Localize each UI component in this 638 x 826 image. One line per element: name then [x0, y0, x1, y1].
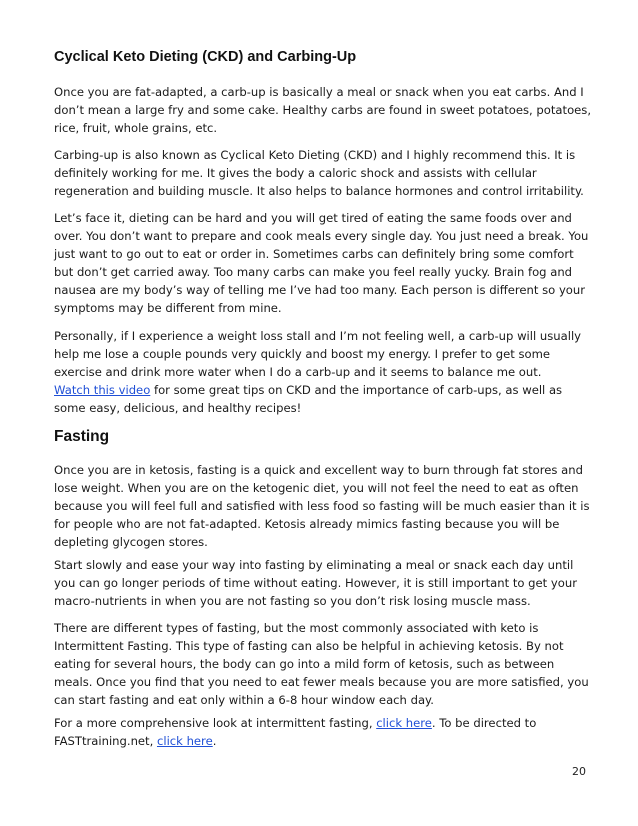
- section-heading-ckd: Cyclical Keto Dieting (CKD) and Carbing-Up: [54, 49, 357, 65]
- fasting-p4-text-1: For a more comprehensive look at intermittent fasting,: [54, 716, 377, 730]
- ckd-paragraph-3: Let’s face it, dieting can be hard and you will get tired of eating the same foods over and over. You don’t want to prepare and cook meals every single day. You just need a break. You just want to go out to eat or order in. Sometimes carbs can definitely bring some comfort but don’t get carried away. Too many carbs can make you feel really yucky. Brain fog and nausea are my body’s way of telling me I’ve had too many. Each person is different so your symptoms may be different from mine.: [54, 211, 589, 315]
- ckd-paragraph-1: Once you are fat-adapted, a carb-up is basically a meal or snack when you eat carbs. And I don’t mean a large fry and some cake. Healthy carbs are found in sweet potatoes, potatoes, rice, fruit, whole grains, etc.: [54, 85, 592, 135]
- ckd-paragraph-5: [54, 381, 592, 417]
- fasting-paragraph-3: There are different types of fasting, but the most commonly associated with keto is Intermittent Fasting. This type of fasting can also be helpful in achieving ketosis. By not eating for several hours, the body can go into a mild form of ketosis, such as between meals. Once you find that you need to eat fewer meals because you are more satisfied, you can start fasting and eat only within a 6-8 hour window each day.: [54, 621, 589, 707]
- watch-video-link[interactable]: Watch this video: [54, 383, 151, 397]
- ckd-paragraph-2: Carbing-up is also known as Cyclical Keto Dieting (CKD) and I highly recommend this. It is definitely working for me. It gives the body a caloric shock and assists with cellular regeneration and building muscle. It also helps to balance hormones and control irritability.: [54, 148, 584, 198]
- fasting-paragraph-2: Start slowly and ease your way into fasting by eliminating a meal or snack each day until you can go longer periods of time without eating. However, it is still important to get your macro-nutrients in when you are not fasting so you don’t risk losing muscle mass.: [54, 558, 577, 608]
- fasting-paragraph-1: Once you are in ketosis, fasting is a quick and excellent way to burn through fat stores and lose weight. When you are on the ketogenic diet, you will not feel the need to eat as often because you will feel full and satisfied with less food so fasting will be much easier than it is for people who are not fat-adapted. Ketosis already mimics fasting because you will be depleting glycogen stores.: [54, 463, 590, 549]
- fasting-p4-text-3: .: [212, 734, 217, 748]
- fasting-paragraph-4: [54, 714, 592, 750]
- ckd-paragraph-5-text: for some great tips on CKD and the importance of carb-ups, as well as some easy, delicious, and healthy recipes!: [54, 383, 563, 415]
- page-number: 20: [572, 765, 586, 778]
- intermittent-fasting-link[interactable]: click here: [376, 716, 432, 730]
- ckd-paragraph-4: Personally, if I experience a weight loss stall and I’m not feeling well, a carb-up will usually help me lose a couple pounds very quickly and boost my energy. I prefer to get some exercise and drink more water when I do a carb-up and it seems to balance me out.: [54, 329, 582, 379]
- section-heading-fasting: Fasting: [54, 428, 110, 445]
- fasttraining-link[interactable]: click here: [156, 734, 213, 748]
- fasting-p4-text-2: . To be directed to FASTtraining.net,: [54, 716, 537, 748]
